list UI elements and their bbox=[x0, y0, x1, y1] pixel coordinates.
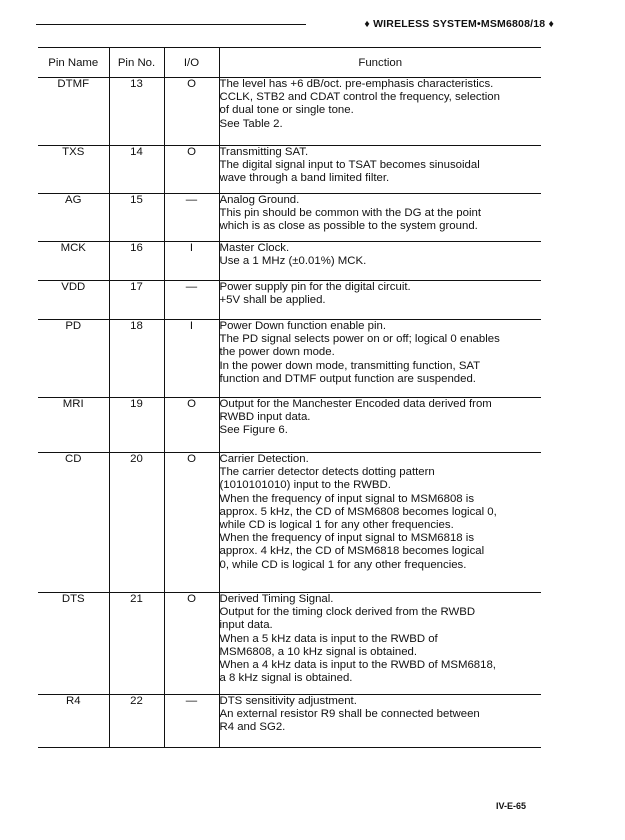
pin-name: $\overline{CD}$ bbox=[65, 453, 82, 465]
function-line: Carrier Detection. bbox=[219, 453, 309, 465]
function-line: input data. bbox=[219, 619, 273, 632]
pin-io: — bbox=[164, 281, 219, 320]
pin-name: AG bbox=[65, 194, 82, 206]
pin-name-cell bbox=[38, 146, 109, 194]
function-line: 0, while CD is logical 1 for any other frequencies. bbox=[219, 558, 467, 571]
page-number: IV-E-65 bbox=[496, 801, 527, 811]
pin-name: R4 bbox=[65, 695, 81, 707]
function-line: a 8 kHz signal is obtained. bbox=[219, 672, 353, 685]
function-line: MSM6808, a 10 kHz signal is obtained. bbox=[219, 645, 418, 658]
function-line: When a 5 kHz data is input to the RWBD of bbox=[219, 632, 438, 645]
function-line: function and DTMF output function are suspended. bbox=[219, 372, 476, 385]
pin-name-cell bbox=[38, 320, 109, 398]
table-row bbox=[38, 695, 541, 748]
function-line: the power down mode. bbox=[219, 346, 335, 359]
header-title: ♦ WIRELESS SYSTEM•MSM6808/18 ♦ bbox=[364, 18, 554, 30]
column-header-io: I/O bbox=[164, 48, 219, 78]
function-line: In the power down mode, transmitting function, SAT bbox=[219, 359, 481, 372]
pin-io: O bbox=[164, 78, 219, 146]
pin-name-cell bbox=[38, 281, 109, 320]
pin-name: MRI bbox=[62, 398, 84, 410]
pin-io: I bbox=[164, 320, 219, 398]
function-line: while CD is logical 1 for any other frequencies. bbox=[219, 519, 454, 532]
pin-io: O bbox=[164, 146, 219, 194]
pin-io: O bbox=[164, 453, 219, 593]
function-line: R4 and SG2. bbox=[219, 721, 286, 734]
function-line: The level has +6 dB/oct. pre-emphasis characteristics. bbox=[219, 78, 494, 90]
pin-io: O bbox=[164, 398, 219, 453]
function-line: Power Down function enable pin. bbox=[219, 320, 387, 332]
function-line: approx. 5 kHz, the CD of MSM6808 becomes logical 0, bbox=[219, 505, 497, 518]
pin-name-cell bbox=[38, 398, 109, 453]
function-line: RWBD input data. bbox=[219, 411, 311, 424]
page-header bbox=[36, 18, 554, 32]
function-line: The digital signal input to TSAT becomes sinusoidal bbox=[219, 159, 480, 172]
function-line: When the frequency of input signal to MSM6808 is bbox=[219, 492, 475, 505]
pin-function bbox=[219, 398, 541, 453]
pin-number: 17 bbox=[109, 281, 164, 320]
table-header-row bbox=[38, 48, 541, 78]
pin-function bbox=[219, 593, 541, 695]
pin-number: 15 bbox=[109, 194, 164, 242]
pin-io: I bbox=[164, 242, 219, 281]
table-row bbox=[38, 593, 541, 695]
function-line: (1010101010) input to the RWBD. bbox=[219, 479, 391, 492]
table-row bbox=[38, 453, 541, 593]
pin-number: 14 bbox=[109, 146, 164, 194]
function-line: When the frequency of input signal to MSM6818 is bbox=[219, 532, 475, 545]
function-line: Output for the timing clock derived from the RWBD bbox=[219, 606, 476, 619]
pin-number: 22 bbox=[109, 695, 164, 748]
table-body bbox=[38, 78, 541, 748]
function-line: The PD signal selects power on or off; logical 0 enables bbox=[219, 333, 500, 346]
pin-function bbox=[219, 281, 541, 320]
pin-io: — bbox=[164, 194, 219, 242]
table-row bbox=[38, 281, 541, 320]
pin-name: DTS bbox=[61, 593, 85, 605]
function-line: See Table 2. bbox=[219, 117, 283, 130]
function-line: Analog Ground. bbox=[219, 194, 300, 206]
pin-function bbox=[219, 146, 541, 194]
function-line: wave through a band limited filter. bbox=[219, 172, 390, 185]
header-rule bbox=[36, 24, 306, 25]
table-row bbox=[38, 320, 541, 398]
table-row bbox=[38, 398, 541, 453]
pin-name-cell bbox=[38, 695, 109, 748]
table-row bbox=[38, 146, 541, 194]
function-line: of dual tone or single tone. bbox=[219, 104, 354, 117]
function-line: See Figure 6. bbox=[219, 424, 288, 437]
pin-number: 13 bbox=[109, 78, 164, 146]
function-line: CCLK, STB2 and CDAT control the frequency, selection bbox=[219, 91, 500, 104]
function-line: Derived Timing Signal. bbox=[219, 593, 334, 605]
pin-name-cell bbox=[38, 78, 109, 146]
pin-name: VDD bbox=[61, 281, 86, 293]
pin-function bbox=[219, 695, 541, 748]
pin-function-table bbox=[38, 47, 541, 748]
pin-function bbox=[219, 78, 541, 146]
function-line: Power supply pin for the digital circuit. bbox=[219, 281, 411, 293]
pin-number: 16 bbox=[109, 242, 164, 281]
pin-name-cell bbox=[38, 242, 109, 281]
pin-name: DTMF bbox=[57, 78, 90, 90]
function-line: Master Clock. bbox=[219, 242, 290, 254]
pin-function bbox=[219, 242, 541, 281]
pin-number: 18 bbox=[109, 320, 164, 398]
pin-name-cell bbox=[38, 453, 109, 593]
pin-name-cell bbox=[38, 593, 109, 695]
column-header-pin-name: Pin Name bbox=[38, 48, 109, 78]
function-line: +5V shall be applied. bbox=[219, 294, 326, 307]
pin-name-cell bbox=[38, 194, 109, 242]
pin-number: 20 bbox=[109, 453, 164, 593]
function-line: Output for the Manchester Encoded data derived from bbox=[219, 398, 492, 410]
column-header-pin-no: Pin No. bbox=[109, 48, 164, 78]
function-line: This pin should be common with the DG at the point bbox=[219, 207, 481, 220]
table-row bbox=[38, 78, 541, 146]
pin-io: O bbox=[164, 593, 219, 695]
pin-name: PD bbox=[65, 320, 82, 332]
pin-function bbox=[219, 194, 541, 242]
table-row bbox=[38, 242, 541, 281]
pin-number: 21 bbox=[109, 593, 164, 695]
function-line: DTS sensitivity adjustment. bbox=[219, 695, 357, 707]
pin-name: MCK bbox=[60, 242, 86, 254]
function-line: Transmitting SAT. bbox=[219, 146, 309, 158]
function-line: approx. 4 kHz, the CD of MSM6818 becomes logical bbox=[219, 545, 485, 558]
function-line: Use a 1 MHz (±0.01%) MCK. bbox=[219, 255, 367, 268]
pin-function bbox=[219, 320, 541, 398]
function-line: When a 4 kHz data is input to the RWBD of MSM6818, bbox=[219, 659, 496, 672]
function-line: An external resistor R9 shall be connected between bbox=[219, 708, 480, 721]
column-header-function: Function bbox=[219, 48, 541, 78]
pin-name: TXS bbox=[62, 146, 85, 158]
table-row bbox=[38, 194, 541, 242]
function-line: The carrier detector detects dotting pattern bbox=[219, 466, 435, 479]
function-line: which is as close as possible to the system ground. bbox=[219, 220, 478, 233]
pin-function bbox=[219, 453, 541, 593]
pin-number: 19 bbox=[109, 398, 164, 453]
pin-io: — bbox=[164, 695, 219, 748]
